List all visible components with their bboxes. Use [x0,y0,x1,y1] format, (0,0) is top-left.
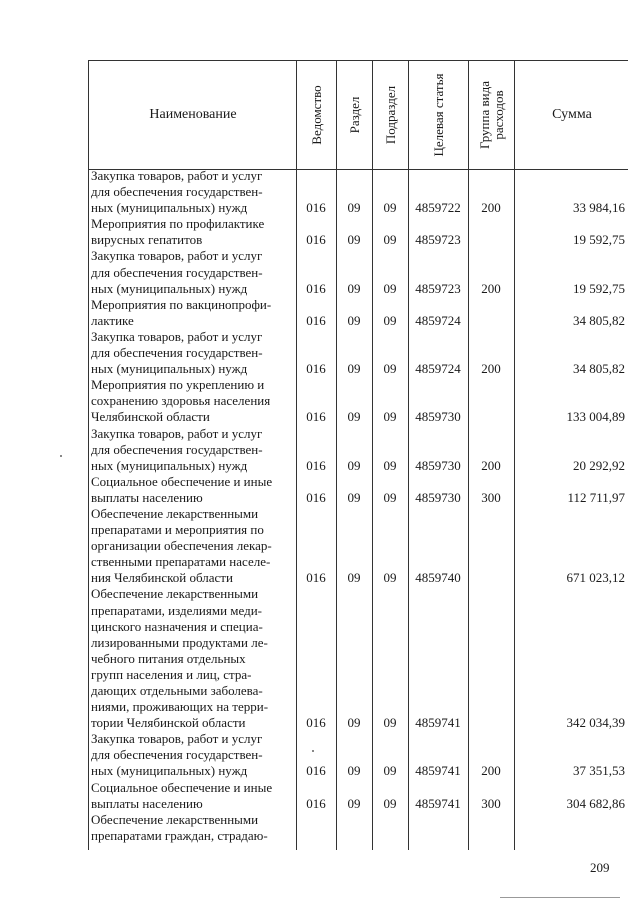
table-row [88,586,628,731]
cell-ved: 016 [306,489,326,505]
cell-ved: 016 [306,570,326,586]
cell-cel: 4859730 [415,489,461,505]
row-name-line: Закупка товаров, работ и услуг [91,328,263,344]
cell-grp [468,570,514,586]
cell-grp: 300 [481,795,501,811]
cell-pod: 09 [383,570,397,586]
row-name-line: Закупка товаров, работ и услуг [91,248,263,264]
table-header [88,60,628,170]
row-name-line: ниями, проживающих на терри- [91,699,269,715]
row-name-line: организации обеспечения лекар- [91,538,272,554]
row-name-line: Мероприятия по профилактике [91,216,265,232]
table-row [88,168,628,216]
row-name-line: препаратами и мероприятия по [91,522,264,538]
cell-sum: 34 805,82 [573,312,625,328]
table-row [88,426,628,474]
cell-grp: 200 [481,361,501,377]
cell-grp: 200 [481,457,501,473]
cell-pod: 09 [383,280,397,296]
cell-raz: 09 [347,457,361,473]
table-row [88,377,628,425]
cell-grp [468,409,514,425]
cell-sum: 133 004,89 [566,409,625,425]
row-name [88,474,294,506]
cell-cel: 4859724 [415,361,461,377]
row-name-line: ных (муниципальных) нужд [91,200,248,216]
header-gruppa-line2: расходов [491,90,506,140]
cell-cel: 4859724 [415,312,461,328]
row-name-line: ния Челябинской области [91,570,233,586]
cell-grp: 200 [481,200,501,216]
cell-raz: 09 [347,409,361,425]
page-number: 209 [590,860,610,875]
bottom-rule [500,897,620,898]
row-name-line: ных (муниципальных) нужд [91,361,248,377]
header-name-label: Наименование [149,107,237,122]
row-name-line: Обеспечение лекарственными [91,811,259,827]
header-razdel [336,61,373,169]
row-name-line: групп населения и лиц, стра- [91,666,252,682]
row-name-line: Социальное обеспечение и иные [91,779,273,795]
row-name [88,506,294,586]
cell-sum: 19 592,75 [573,232,625,248]
row-name-line: Закупка товаров, работ и услуг [91,425,263,441]
cell-raz: 09 [347,232,361,248]
row-name-line: Закупка товаров, работ и услуг [91,731,263,747]
cell-pod: 09 [383,200,397,216]
header-name [88,61,297,169]
cell-pod [372,828,408,844]
row-name-line: ных (муниципальных) нужд [91,763,248,779]
row-name-line: тории Челябинской области [91,715,246,731]
row-name-line: лактике [91,312,134,328]
cell-ved: 016 [306,763,326,779]
cell-pod: 09 [383,763,397,779]
cell-ved: 016 [306,409,326,425]
cell-cel: 4859730 [415,409,461,425]
table-body [88,168,628,844]
row-name [88,586,294,731]
header-gruppa-line1: Группа вида [477,81,492,149]
cell-raz: 09 [347,312,361,328]
table-row [88,506,628,586]
cell-ved [296,828,336,844]
table-row [88,780,628,812]
cell-raz: 09 [347,361,361,377]
cell-pod: 09 [383,409,397,425]
cell-grp: 200 [481,763,501,779]
row-name-line: для обеспечения государствен- [91,441,263,457]
row-name-line: выплаты населению [91,795,203,811]
cell-sum: 304 682,86 [566,795,625,811]
cell-grp: 300 [481,489,501,505]
cell-grp [468,232,514,248]
table-row [88,248,628,296]
table-row [88,297,628,329]
cell-raz: 09 [347,200,361,216]
scan-speck [60,455,62,457]
cell-pod: 09 [383,715,397,731]
row-name-line: для обеспечения государствен- [91,264,263,280]
cell-raz: 09 [347,763,361,779]
cell-cel: 4859730 [415,457,461,473]
cell-sum: 19 592,75 [573,280,625,296]
header-podrazdel [372,61,409,169]
cell-cel: 4859741 [415,795,461,811]
header-gruppa [468,61,515,169]
cell-cel [408,828,468,844]
cell-ved: 016 [306,457,326,473]
row-name-line: Обеспечение лекарственными [91,586,259,602]
row-name [88,248,294,296]
row-name-line: чебного питания отдельных [91,650,246,666]
row-name-line: Мероприятия по вакцинопрофи- [91,296,272,312]
cell-raz: 09 [347,570,361,586]
cell-cel: 4859723 [415,280,461,296]
row-name-line: препаратами граждан, страдаю- [91,827,268,843]
cell-ved: 016 [306,312,326,328]
cell-cel: 4859723 [415,232,461,248]
table-row [88,216,628,248]
cell-sum: 37 351,53 [573,763,625,779]
cell-ved: 016 [306,200,326,216]
cell-sum: 112 711,97 [567,489,625,505]
cell-sum: 20 292,92 [573,457,625,473]
row-name-line: Челябинской области [91,409,210,425]
cell-cel: 4859741 [415,715,461,731]
table-row [88,329,628,377]
row-name [88,731,294,779]
cell-sum: 34 805,82 [573,361,625,377]
row-name-line: Социальное обеспечение и иные [91,473,273,489]
cell-pod: 09 [383,232,397,248]
cell-ved: 016 [306,715,326,731]
row-name-line: для обеспечения государствен- [91,184,263,200]
header-gruppa-label [478,81,506,149]
row-name-line: выплаты населению [91,489,203,505]
cell-grp [468,715,514,731]
cell-pod: 09 [383,489,397,505]
row-name-line: сохранению здоровья населения [91,393,271,409]
cell-cel: 4859741 [415,763,461,779]
row-name-line: ственными препаратами населе- [91,554,271,570]
row-name-line: ных (муниципальных) нужд [91,280,248,296]
cell-raz: 09 [347,280,361,296]
row-name [88,426,294,474]
row-name [88,377,294,425]
cell-cel: 4859740 [415,570,461,586]
row-name [88,329,294,377]
header-celevaya [408,61,469,169]
header-summa [514,61,629,169]
header-razdel-label: Раздел [347,96,362,134]
header-vedomstvo-label: Ведомство [309,85,324,145]
row-name-line: лизированными продуктами ле- [91,634,268,650]
cell-sum: 342 034,39 [566,715,625,731]
row-name [88,216,294,248]
row-name-line: для обеспечения государствен- [91,747,263,763]
row-name-line: для обеспечения государствен- [91,345,263,361]
row-name-line: препаратами, изделиями меди- [91,602,263,618]
row-name-line: цинского назначения и специа- [91,618,263,634]
scan-speck [312,750,314,752]
table-row [88,812,628,844]
row-name-line: ных (муниципальных) нужд [91,457,248,473]
cell-ved: 016 [306,232,326,248]
cell-sum: 671 023,12 [566,570,625,586]
row-name-line: Закупка товаров, работ и услуг [91,168,263,183]
row-name [88,168,294,216]
cell-cel: 4859722 [415,200,461,216]
header-vedomstvo [296,61,337,169]
row-name-line: Мероприятия по укреплению и [91,377,265,393]
cell-sum [514,828,625,844]
cell-ved: 016 [306,361,326,377]
row-name [88,297,294,329]
cell-pod: 09 [383,795,397,811]
row-name [88,780,294,812]
row-name-line: Обеспечение лекарственными [91,505,259,521]
row-name-line: дающих отдельными заболева- [91,683,263,698]
cell-ved: 016 [306,795,326,811]
cell-grp [468,313,514,329]
cell-pod: 09 [383,361,397,377]
cell-grp [468,828,514,844]
cell-pod: 09 [383,457,397,473]
header-podrazdel-label: Подраздел [383,85,398,145]
header-summa-label: Сумма [552,107,592,122]
cell-raz [336,828,372,844]
cell-raz: 09 [347,715,361,731]
cell-pod: 09 [383,312,397,328]
cell-ved: 016 [306,280,326,296]
row-name-line: вирусных гепатитов [91,232,203,248]
cell-sum: 33 984,16 [573,200,625,216]
cell-raz: 09 [347,795,361,811]
cell-raz: 09 [347,489,361,505]
row-name [88,812,294,844]
header-celevaya-label: Целевая статья [431,73,446,157]
cell-grp: 200 [481,280,501,296]
table-row [88,474,628,506]
table-row [88,731,628,779]
